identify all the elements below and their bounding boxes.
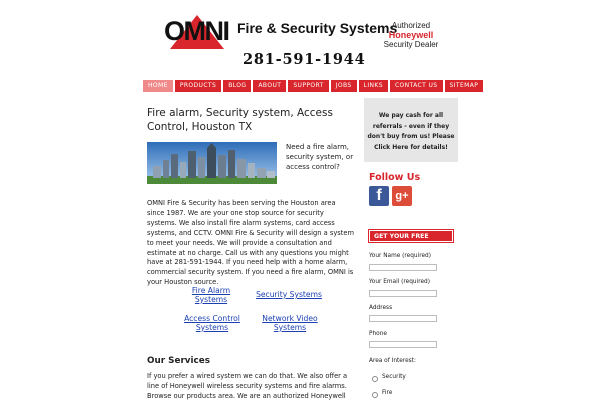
- dealer-line-1: Authorized: [391, 21, 431, 30]
- phone-label: Phone: [369, 331, 387, 337]
- nav-item-support[interactable]: SUPPORT: [288, 80, 328, 92]
- logo-text: OMNI: [164, 16, 229, 46]
- email-input[interactable]: [369, 290, 437, 297]
- honeywell-dealer-badge: [376, 21, 446, 50]
- dealer-line-3: Security Dealer: [383, 40, 439, 49]
- free-quote-banner: GET YOUR FREE QUOTE: [369, 230, 453, 242]
- services-heading: Our Services: [147, 356, 210, 366]
- service-link-fire-alarm[interactable]: Fire Alarm Systems: [191, 286, 231, 304]
- phone-input[interactable]: [369, 341, 437, 348]
- intro-paragraph: OMNI Fire & Security has been serving the Houston area since 1987. We are your one stop source for security systems. We also install fire alarm systems, card access systems, and CCTV. OMNI Fire & Security will design a system to meet your needs. We will provide a consultation and estimate at no charge. Call us with any questions you might have at 281-591-1944. If you need help with a home alarm, commercial security system. If you need a fire alarm, OMNI is your Houston source.: [147, 199, 355, 287]
- name-input[interactable]: [369, 264, 437, 271]
- nav-item-sitemap[interactable]: SITEMAP: [445, 80, 484, 92]
- nav-item-home[interactable]: HOME: [143, 80, 173, 92]
- name-label: Your Name (required): [369, 253, 431, 259]
- nav-item-contact-us[interactable]: CONTACT US: [390, 80, 443, 92]
- service-link-security[interactable]: Security Systems: [256, 290, 322, 299]
- follow-us-heading: Follow Us: [369, 172, 421, 183]
- fire-radio[interactable]: [372, 392, 378, 398]
- nav-item-about[interactable]: ABOUT: [253, 80, 286, 92]
- service-link-network-video[interactable]: Network Video Systems: [262, 314, 318, 332]
- security-radio-label: Security: [382, 374, 406, 380]
- address-label: Address: [369, 305, 393, 311]
- omni-logo[interactable]: [164, 13, 230, 50]
- fire-radio-label: Fire: [382, 390, 393, 396]
- address-input[interactable]: [369, 315, 437, 322]
- referral-cash-box[interactable]: We pay cash for all referrals - even if they don't buy from us! Please Click Here for details!: [364, 98, 458, 162]
- security-radio[interactable]: [372, 376, 378, 382]
- area-of-interest-label: Area of Interest:: [369, 358, 416, 364]
- google-plus-icon[interactable]: g+: [392, 186, 412, 206]
- page-title: Fire alarm, Security system, Access Control, Houston TX: [147, 107, 333, 133]
- nav-item-products[interactable]: PRODUCTS: [175, 80, 221, 92]
- dealer-line-2: Honeywell: [388, 29, 434, 40]
- services-paragraph: If you prefer a wired system we can do that. We also offer a line of Honeywell wireless security systems and fire alarms. Browse our products area. We are an authorized Honeywell: [147, 372, 348, 400]
- facebook-icon[interactable]: f: [369, 186, 389, 206]
- nav-item-blog[interactable]: BLOG: [223, 80, 251, 92]
- intro-side-text: Need a fire alarm, security system, or access control?: [286, 143, 354, 171]
- houston-skyline-image: [147, 142, 277, 184]
- main-nav: [143, 80, 485, 92]
- service-link-access-control[interactable]: Access Control Systems: [184, 314, 240, 332]
- header-phone[interactable]: 281-591-1944: [243, 51, 366, 68]
- nav-item-jobs[interactable]: JOBS: [331, 80, 357, 92]
- nav-item-links[interactable]: LINKS: [359, 80, 388, 92]
- email-label: Your Email (required): [369, 279, 430, 285]
- brand-name: Fire & Security Systems: [237, 20, 398, 36]
